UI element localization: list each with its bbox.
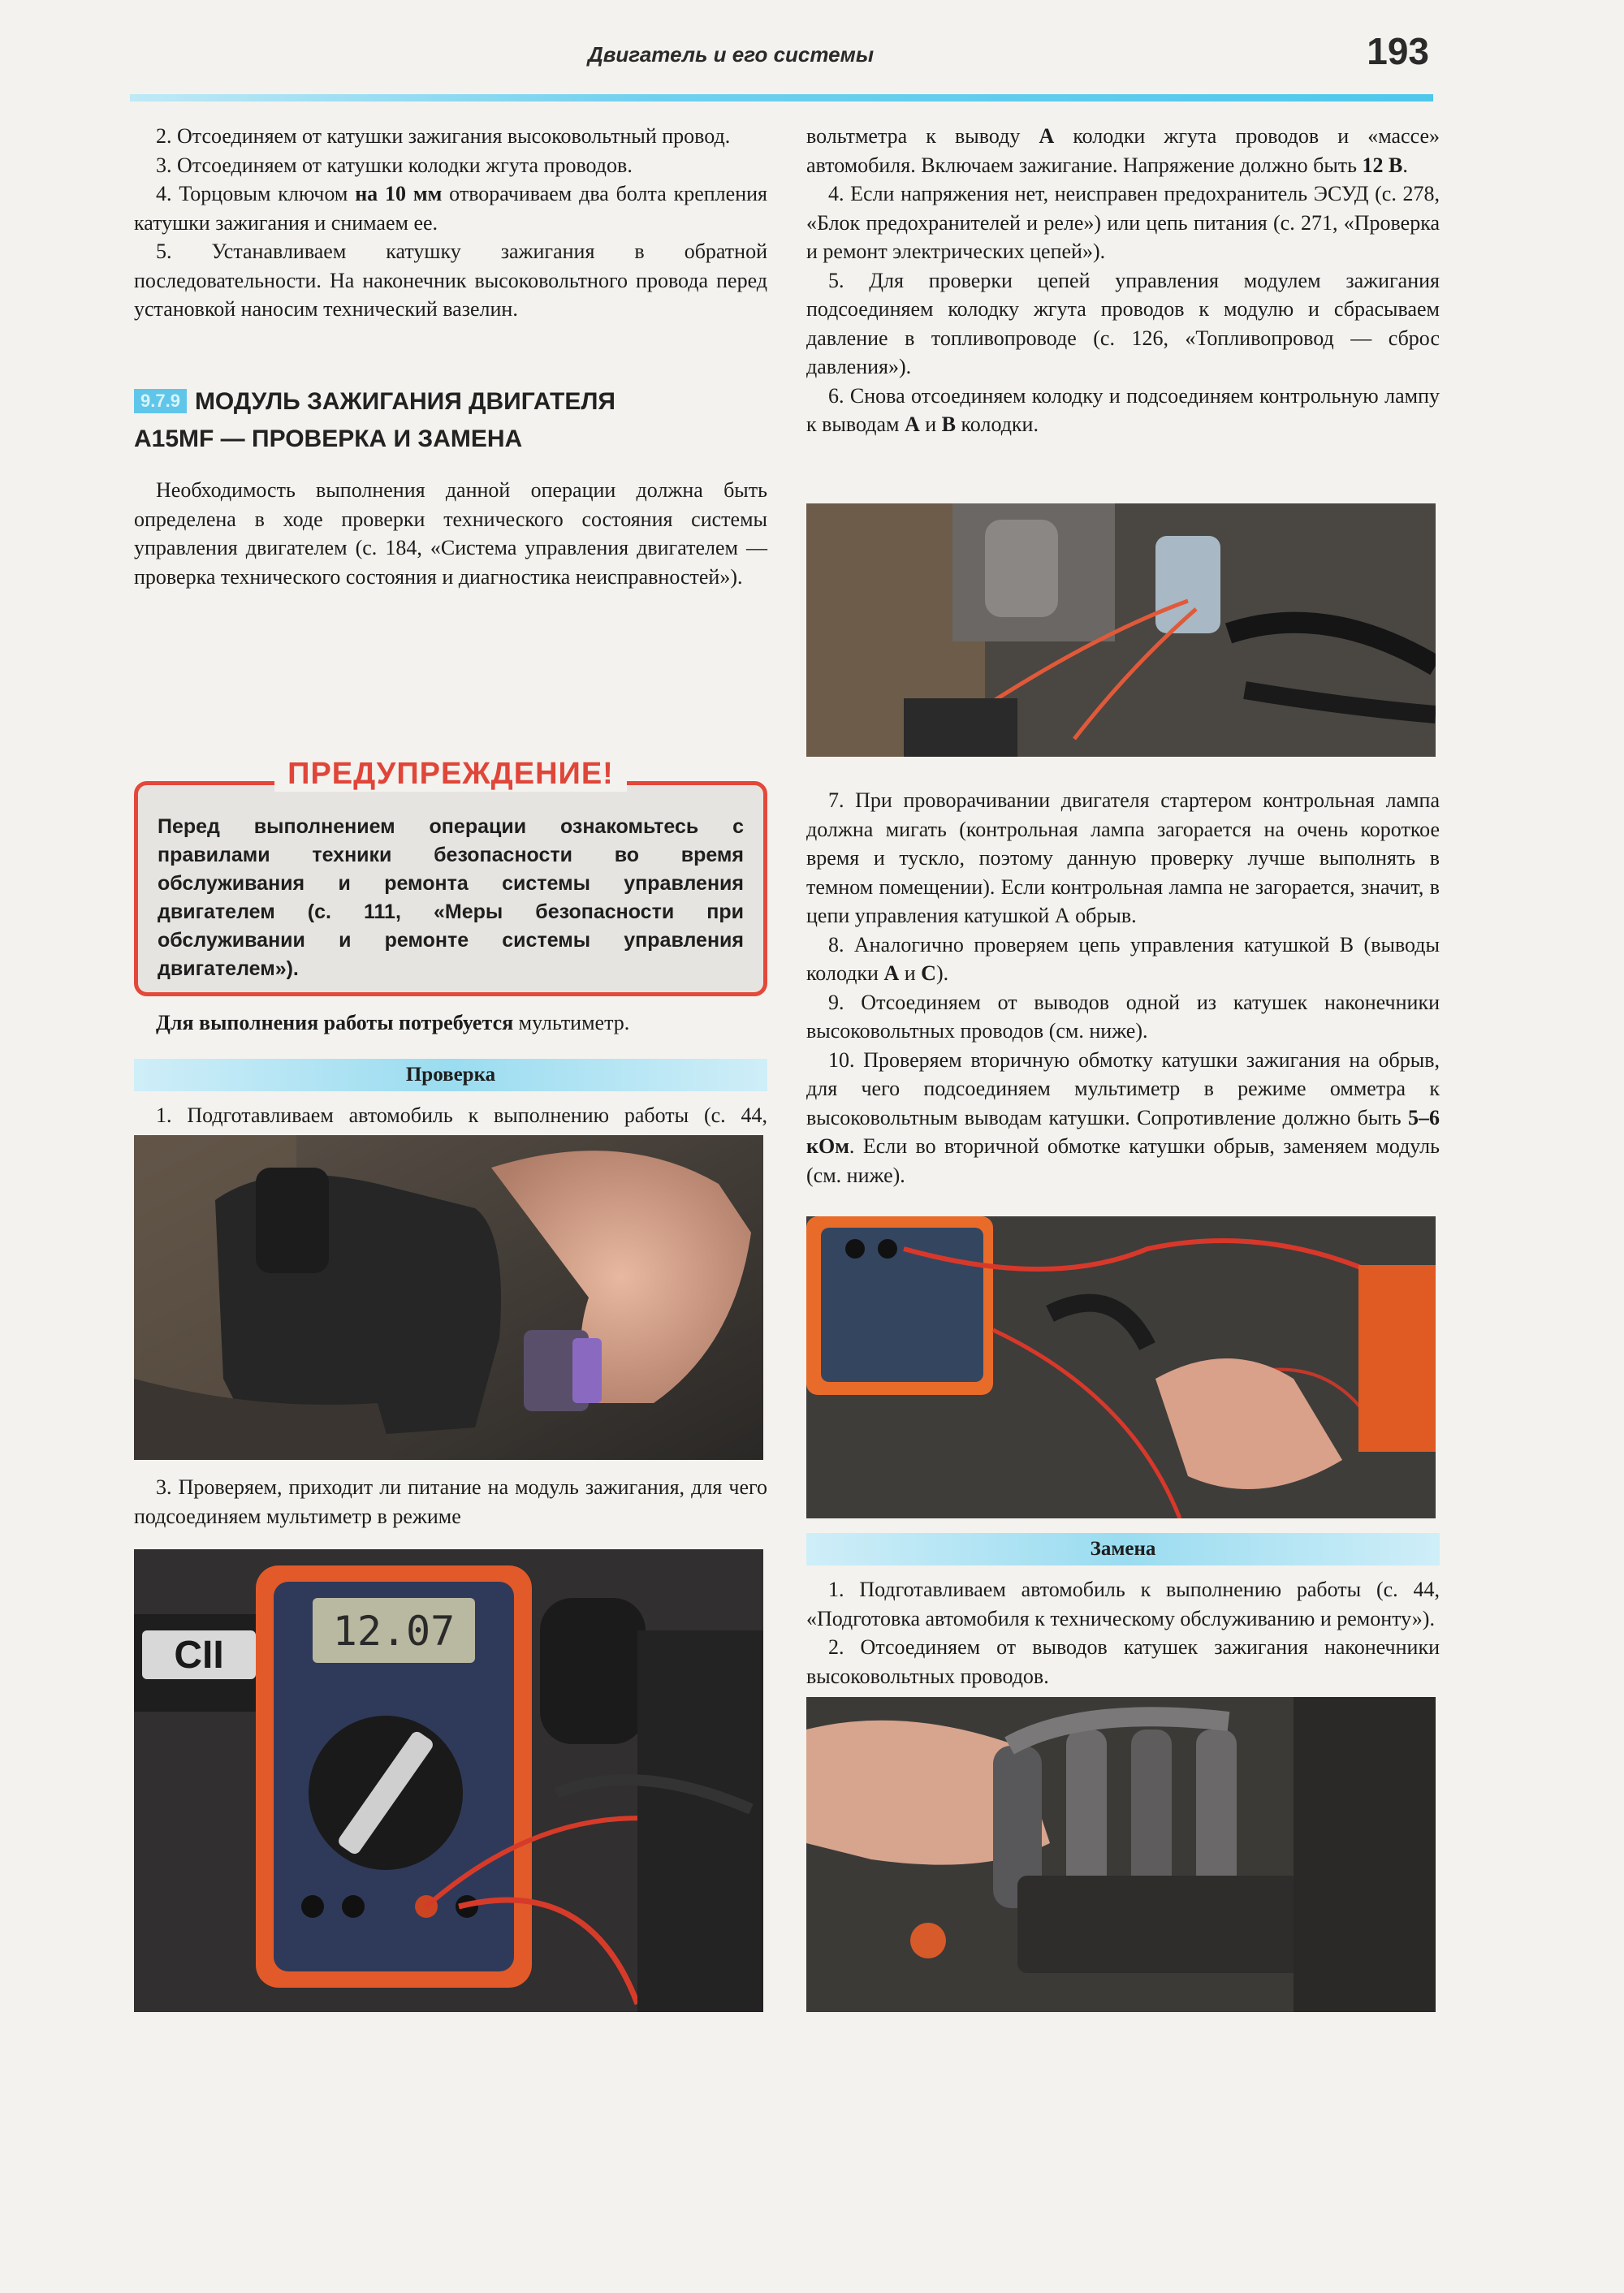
step-text: вольтметра к выводу А колодки жгута проводов и «массе» автомобиля. Включаем зажигание. Напряжение должно быть 12 В. <box>806 124 1440 177</box>
subheading-check: Проверка <box>134 1059 767 1091</box>
photo-control-lamp <box>806 503 1436 757</box>
engine-badge-text: CII <box>174 1634 224 1677</box>
subheading-replace: Замена <box>806 1533 1440 1565</box>
step-text: 2. Отсоединяем от катушки зажигания высоковольтный провод. <box>156 124 731 148</box>
warning-text: Перед выполнением операции ознакомьтесь с правилами техники безопасности во время обслуживания и ремонта системы управления двигателем (с. 111, «Меры безопасности при обслуживании и ремонте системы управления двигателем»). <box>158 815 744 980</box>
step-text: 1. Подготавливаем автомобиль к выполнению работы (с. 44, <box>156 1103 767 1127</box>
section-heading: 9.7.9 МОДУЛЬ ЗАЖИГАНИЯ ДВИГАТЕЛЯ A15MF — ПРОВЕРКА И ЗАМЕНА <box>134 388 615 452</box>
warning-box <box>134 781 767 996</box>
meter-display-text: 12.07 <box>332 1608 456 1655</box>
step-text: 7. При проворачивании двигателя стартером контрольная лампа должна мигать (контрольная лампа загорается на очень короткое время и тускло, поэтому данную проверку лучше выполнять в темном помещении). Если контрольная лампа не загорается, значит, в цепи управления катушкой А обрыв. <box>806 788 1440 927</box>
step-text: 2. Отсоединяем от выводов катушек зажигания наконечники высоковольтных проводов. <box>806 1635 1440 1688</box>
photo-multimeter-voltage <box>134 1549 763 2012</box>
step-text: 5. Для проверки цепей управления модулем зажигания подсоединяем колодку жгута проводов к модулю и сбрасываем давление в топливопроводе (с. 126, «Топливопровод — сброс давления»). <box>806 268 1440 378</box>
step-text: 1. Подготавливаем автомобиль к выполнению работы (с. 44, «Подготовка автомобиля к техническому обслуживанию и ремонту»). <box>806 1578 1440 1630</box>
step-text: 4. Если напряжения нет, неисправен предохранитель ЭСУД (с. 278, «Блок предохранителей и реле») или цепь питания (с. 271, «Проверка и ремонт электрических цепей»). <box>806 182 1440 263</box>
page-number: 193 <box>1367 30 1429 72</box>
running-header-title: Двигатель и его системы <box>587 42 875 67</box>
warning-title: ПРЕДУПРЕЖДЕНИЕ! <box>134 757 767 792</box>
step-text: 9. Отсоединяем от выводов одной из катушек наконечники высоковольтных проводов (см. ниже). <box>806 990 1440 1043</box>
left-top-steps <box>134 122 767 324</box>
replace-steps <box>806 1575 1440 1691</box>
step-text: 3. Отсоединяем от катушки колодки жгута проводов. <box>156 153 633 177</box>
right-middle-steps <box>806 786 1440 1190</box>
step-text: 5. Устанавливаем катушку зажигания в обратной последовательности. На наконечник высоковольтного провода перед установкой наносим технический вазелин. <box>134 240 767 321</box>
section-number-badge: 9.7.9 <box>134 389 187 413</box>
step-text: 10. Проверяем вторичную обмотку катушки зажигания на обрыв, для чего подсоединяем мультиметр в режиме омметра к высоковольтным выводам катушки. Сопротивление должно быть 5–6 кОм. Если во вторичной обмотке катушки обрыв, заменяем модуль (см. ниже). <box>806 1047 1440 1187</box>
right-top-steps <box>806 122 1440 439</box>
photo-ohmmeter-coil <box>806 1216 1436 1518</box>
step-text: 4. Торцовым ключом на 10 мм отворачиваем два болта крепления катушки зажигания и снимаем ее. <box>134 182 767 235</box>
photo-disconnect-connector <box>134 1135 763 1460</box>
step-text: 8. Аналогично проверяем цепь управления катушкой В (выводы колодки А и С). <box>806 932 1440 985</box>
check-step-3: 3. Проверяем, приходит ли питание на модуль зажигания, для чего подсоединяем мультиметр в режиме <box>134 1475 767 1528</box>
section-intro: Необходимость выполнения данной операции должна быть определена в ходе проверки технического состояния системы управления двигателем (с. 184, «Система управления двигателем — проверка технического состояния и диагностика неисправностей»). <box>134 478 767 589</box>
step-text: 6. Снова отсоединяем колодку и подсоединяем контрольную лампу к выводам А и В колодки. <box>806 383 1440 436</box>
tools-needed: Для выполнения работы потребуется мультиметр. <box>156 1011 630 1034</box>
header-rule <box>130 94 1433 101</box>
photo-remove-hv-caps <box>806 1697 1436 2012</box>
